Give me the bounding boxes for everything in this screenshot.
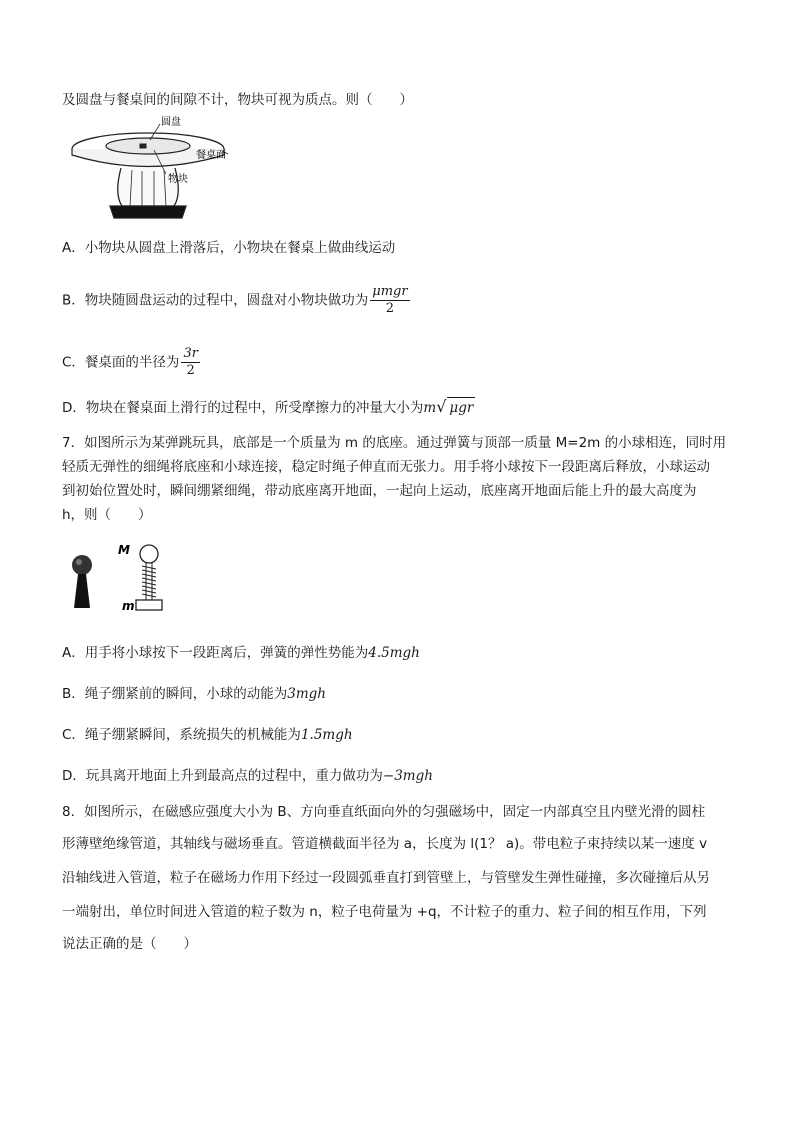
q7-option-b-text: B．绳子绷紧前的瞬间，小球的动能为 <box>62 686 288 702</box>
q6-option-b-fraction <box>370 284 409 317</box>
q7-option-a-value: 4.5mgh <box>368 645 420 661</box>
disc-label: 圆盘 <box>161 117 181 128</box>
q6-d-radicand: μgr <box>447 397 475 418</box>
q7-stem-line-2: 轻质无弹性的细绳将底座和小球连接，稳定时绳子伸直而无张力。用手将小球按下一段距离后释放，小球运动 <box>62 459 710 475</box>
q6-b-denominator: 2 <box>385 301 395 316</box>
bouncing-toy-figure <box>66 540 176 620</box>
toy-schematic <box>136 545 162 610</box>
q7-stem-line-4: h，则（ ） <box>62 507 152 523</box>
toy-photo <box>72 555 92 608</box>
q7-stem-line-3: 到初始位置处时，瞬间绷紧细绳，带动底座离开地面，一起向上运动，底座离开地面后能上升的最大高度为 <box>62 483 697 499</box>
table-drawing <box>72 124 228 218</box>
round-table-figure <box>66 114 236 229</box>
q7-option-b-value: 3mgh <box>287 686 326 702</box>
q7-option-d-text: D．玩具离开地面上升到最高点的过程中，重力做功为 <box>62 768 383 784</box>
q8-stem-line-2: 形薄壁绝缘管道，其轴线与磁场垂直。管道横截面半径为 a，长度为 l(1？ a)。带电粒子束持续以某一速度 v <box>62 836 708 852</box>
q7-option-d <box>62 766 433 786</box>
q6-option-d <box>62 397 475 418</box>
q7-option-c-text: C．绳子绷紧瞬间，系统损失的机械能为 <box>62 727 301 743</box>
q6-option-b <box>62 284 410 317</box>
fig-label-big-m: M <box>118 543 130 557</box>
q6-option-c-fraction <box>181 346 200 379</box>
q8-stem-line-3: 沿轴线进入管道，粒子在磁场力作用下经过一段圆弧垂直打到管壁上，与管壁发生弹性碰撞，多次碰撞后从另 <box>62 870 710 886</box>
q7-option-c-value: 1.5mgh <box>300 727 353 743</box>
q6-option-a: A．小物块从圆盘上滑落后，小物块在餐桌上做曲线运动 <box>62 240 396 256</box>
q7-option-a-text: A．用手将小球按下一段距离后，弹簧的弹性势能为 <box>62 645 369 661</box>
q6-b-numerator: μmgr <box>372 284 408 299</box>
q6-c-numerator: 3r <box>183 346 198 361</box>
question-6-stem-end: 及圆盘与餐桌间的间隙不计，物块可视为质点。则（ ） <box>62 92 413 108</box>
q7-stem-line-1: 7．如图所示为某弹跳玩具，底部是一个质量为 m 的底座。通过弹簧与顶部一质量 M=2m 的小球相连，同时用 <box>62 435 727 451</box>
q6-d-mass: m <box>423 400 437 416</box>
q6-option-c-text: C．餐桌面的半径为 <box>62 354 180 371</box>
sqrt-icon: √ <box>436 397 447 416</box>
q7-option-b <box>62 684 326 704</box>
q6-c-denominator: 2 <box>186 363 195 378</box>
q7-option-d-value: −3mgh <box>382 768 433 784</box>
q6-option-d-text: D．物块在餐桌面上滑行的过程中，所受摩擦力的冲量大小为 <box>62 400 424 416</box>
q6-option-b-text: B．物块随圆盘运动的过程中，圆盘对小物块做功为 <box>62 292 369 309</box>
q7-option-c <box>62 725 353 745</box>
q8-stem-line-1: 8．如图所示，在磁感应强度大小为 B、方向垂直纸面向外的匀强磁场中，固定一内部真空且内壁光滑的圆柱 <box>62 804 706 820</box>
block-label: 物块 <box>168 174 188 185</box>
q7-option-a <box>62 643 420 663</box>
q8-stem-line-4: 一端射出，单位时间进入管道的粒子数为 n，粒子电荷量为 +q，不计粒子的重力、粒子间的相互作用，下列 <box>62 904 707 920</box>
q8-stem-line-5: 说法正确的是（ ） <box>62 936 197 952</box>
fig-label-small-m: m <box>122 599 135 613</box>
q6-option-c <box>62 346 200 379</box>
table-top-label: 餐桌面 <box>196 150 226 161</box>
